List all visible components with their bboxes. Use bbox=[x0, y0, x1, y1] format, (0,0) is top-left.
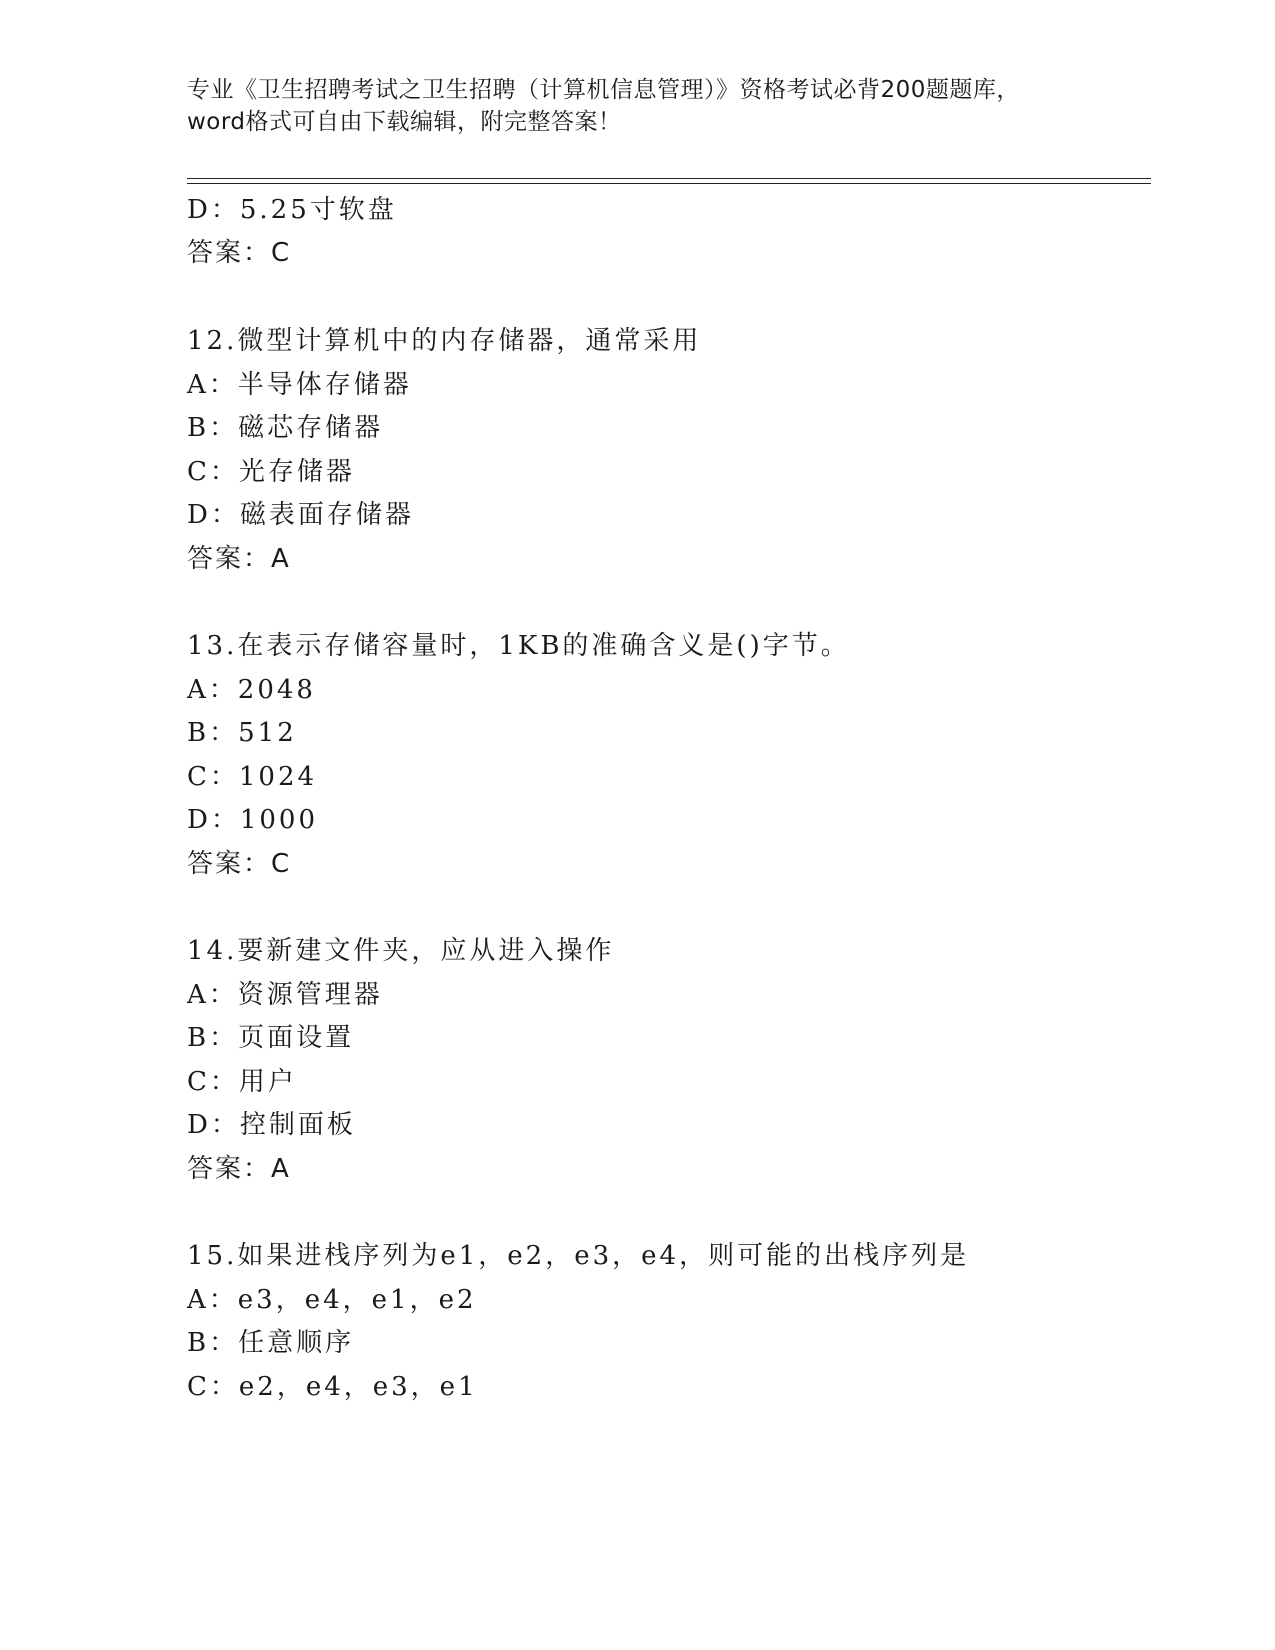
q15-option-b: B：任意顺序 bbox=[187, 1328, 355, 1358]
prev-option-d: D：5.25寸软盘 bbox=[187, 195, 397, 225]
q12-option-a: A：半导体存储器 bbox=[187, 370, 412, 400]
header-line-2: word格式可自由下载编辑，附完整答案！ bbox=[187, 109, 622, 135]
header-divider-top bbox=[187, 178, 1151, 179]
q15-question: 15.如果进栈序列为e1，e2，e3，e4，则可能的出栈序列是 bbox=[187, 1241, 970, 1271]
q13-option-d: D：1000 bbox=[187, 805, 319, 835]
q13-option-b: B：512 bbox=[187, 718, 297, 748]
q13-option-c: C：1024 bbox=[187, 762, 318, 792]
q12-question: 12.微型计算机中的内存储器，通常采用 bbox=[187, 326, 702, 356]
q15-option-c: C：e2，e4，e3，e1 bbox=[187, 1372, 478, 1402]
document-header bbox=[187, 74, 1087, 138]
header-line-1: 专业《卫生招聘考试之卫生招聘（计算机信息管理）》资格考试必背200题题库， bbox=[187, 77, 1020, 103]
header-divider-bottom bbox=[187, 183, 1151, 184]
q15-option-a: A：e3，e4，e1，e2 bbox=[187, 1285, 477, 1315]
q14-option-c: C：用户 bbox=[187, 1067, 297, 1097]
q12-option-b: B：磁芯存储器 bbox=[187, 413, 384, 443]
q12-option-c: C：光存储器 bbox=[187, 457, 355, 487]
q14-option-d: D：控制面板 bbox=[187, 1110, 356, 1140]
q12-answer: 答案：A bbox=[187, 544, 291, 574]
q13-question: 13.在表示存储容量时，1KB的准确含义是()字节。 bbox=[187, 631, 850, 661]
prev-answer: 答案：C bbox=[187, 238, 292, 268]
q14-answer: 答案：A bbox=[187, 1154, 291, 1184]
q14-option-b: B：页面设置 bbox=[187, 1023, 355, 1053]
q13-answer: 答案：C bbox=[187, 849, 292, 879]
q14-option-a: A：资源管理器 bbox=[187, 980, 383, 1010]
q13-option-a: A：2048 bbox=[187, 675, 316, 705]
q12-option-d: D：磁表面存储器 bbox=[187, 500, 414, 530]
q14-question: 14.要新建文件夹，应从进入操作 bbox=[187, 936, 615, 966]
